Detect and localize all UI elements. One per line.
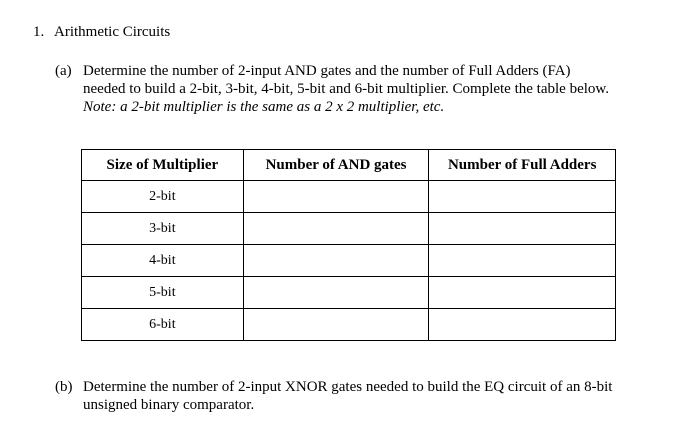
part-a-note: Note: a 2-bit multiplier is the same as a 2 x 2 multiplier, etc. [83,99,445,115]
multiplier-size-cell: 5-bit [82,277,244,309]
full-adders-cell[interactable] [429,277,616,309]
part-a [55,62,665,116]
part-a-line-1: Determine the number of 2-input AND gates and the number of Full Adders (FA) [83,63,571,79]
and-gates-cell[interactable] [243,181,429,213]
table-header-row [82,150,616,181]
and-gates-cell[interactable] [243,277,429,309]
table-row [82,277,616,309]
question-number: 1. [33,24,45,40]
and-gates-cell[interactable] [243,309,429,341]
question-title: Arithmetic Circuits [54,24,171,40]
header-number-of-and-gates: Number of AND gates [243,150,429,181]
multiplier-size-cell: 4-bit [82,245,244,277]
multiplier-size-cell: 6-bit [82,309,244,341]
part-b-label: (b) [55,379,73,395]
full-adders-cell[interactable] [429,181,616,213]
table-row [82,245,616,277]
part-b [55,378,665,414]
part-b-line-2: unsigned binary comparator. [83,397,255,413]
question-heading [33,23,170,41]
multiplier-table [81,149,616,341]
table-row [82,309,616,341]
multiplier-size-cell: 3-bit [82,213,244,245]
part-b-line-1: Determine the number of 2-input XNOR gates needed to build the EQ circuit of an 8-bit [83,379,613,395]
full-adders-cell[interactable] [429,245,616,277]
and-gates-cell[interactable] [243,213,429,245]
header-size-of-multiplier: Size of Multiplier [82,150,244,181]
table-row [82,181,616,213]
part-a-line-2: needed to build a 2-bit, 3-bit, 4-bit, 5-bit and 6-bit multiplier. Complete the table below. [83,81,610,97]
full-adders-cell[interactable] [429,309,616,341]
and-gates-cell[interactable] [243,245,429,277]
table-row [82,213,616,245]
header-number-of-full-adders: Number of Full Adders [429,150,616,181]
part-a-label: (a) [55,63,72,79]
multiplier-size-cell: 2-bit [82,181,244,213]
full-adders-cell[interactable] [429,213,616,245]
